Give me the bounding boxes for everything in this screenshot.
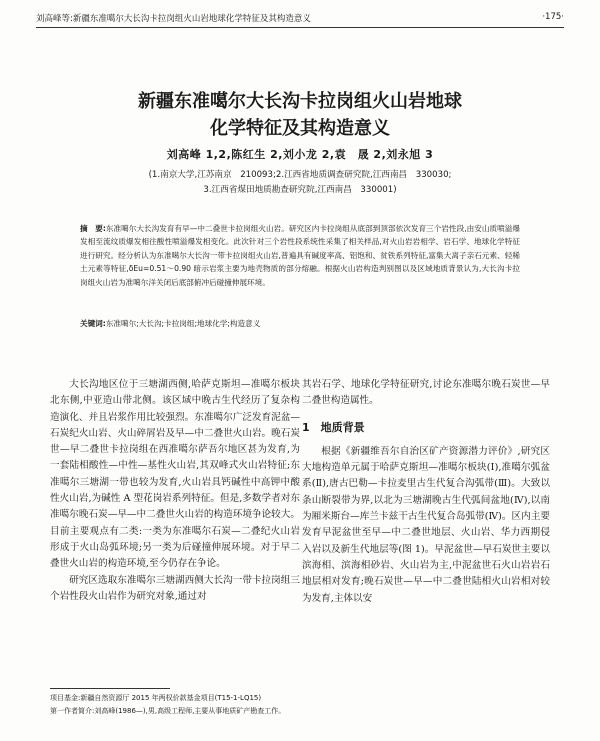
- affiliation-line-1: (1.南京大学,江苏南京 210093;2.江西省地质调查研究院,江西南昌 330030;: [148, 170, 452, 180]
- footnote-divider: [50, 688, 170, 689]
- paper-title: [0, 88, 600, 142]
- intro-paragraph-2: 研究区选取东准噶尔三塘湖西侧大长沟一带卡拉岗组三个岩性段火山岩作为研究对象,通过对: [50, 574, 300, 602]
- right-column: [302, 377, 550, 607]
- left-column: [50, 377, 300, 605]
- title-line-2: 化学特征及其构造意义: [210, 118, 390, 139]
- running-head: [36, 12, 564, 28]
- authors: 刘高峰 1,2,陈红生 2,刘小龙 2,袁 晟 2,刘永旭 3: [166, 148, 434, 161]
- abstract-text: 东准噶尔大长沟发育有早—中二叠世卡拉岗组火山岩。研究区内卡拉岗组从底部到顶部依次发育三个岩性段,由安山质喷溢爆发相至流纹质爆发相往酸性喷溢爆发相变化。此次针对三个岩性段系统性采集了相关样品,对火山岩岩相学、岩石学、地球化学特征进行研究。经分析认为东准噶尔大长沟一带卡拉岗组火山岩,普遍具有碱度率高、铝饱和、贫铁系列特征,富集大离子亲石元素、轻稀土元素等特征,δEu=0.51～0.90 暗示岩浆主要为地壳物质的部分熔融。根据火山岩构造判别图以及区域地质背景认为,大长沟卡拉岗组火山岩为准噶尔洋关闭后底部俯冲后碰撞伸展环境。: [80, 224, 520, 287]
- title-line-1: 新疆东准噶尔大长沟卡拉岗组火山岩地球: [138, 91, 462, 112]
- abstract-label: 摘 要:: [80, 224, 106, 233]
- keywords-label: 关键词:: [80, 319, 106, 328]
- intro-continuation: 其岩石学、地球化学特征研究,讨论东准噶尔晚石炭世—早二叠世构造属性。: [302, 379, 550, 407]
- intro-paragraph-1: 大长沟地区位于三塘湖西侧,哈萨克斯坦—准噶尔板块北东侧,中亚造山带北侧。该区域中晚古生代经历了复杂构造演化、并且岩浆作用比较强烈。东准噶尔广泛发育泥盆—石炭纪火山岩、火山碎屑岩及早—中二叠世火山岩。晚石炭世—早二叠世卡拉岗组在西准噶尔萨吾尔地区甚为发育,为一套陆相酸性—中性—基性火山岩,其双峰式火山岩特征;东准噶尔三塘湖一带也较为发育,火山岩具钙碱性中高钾中酸性火山岩,为碱性 A 型花岗岩系列特征。但是,多数学者对东准噶尔晚石炭—早—中二叠世火山岩的构造环境争论较大。目前主要观点有二类:一类为东准噶尔石炭—二叠纪火山岩形成于火山岛弧环境;另一类为后碰撞伸展环境。对于早二叠世火山岩的构造环境,至今仍存在争论。: [50, 379, 300, 570]
- affiliation-line-2: 3.江西省煤田地质勘查研究院,江西南昌 330001): [203, 185, 397, 195]
- keywords-text: 东准噶尔;大长沟;卡拉岗组;地球化学;构造意义: [105, 319, 261, 328]
- footnotes: [50, 692, 550, 718]
- keywords: [80, 318, 520, 329]
- abstract: [80, 222, 520, 289]
- footnote-funding: 项目基金:新疆自然资源厅 2015 年两权价款基金项目(T15-1-LQ15): [50, 694, 262, 702]
- affiliations: [70, 168, 530, 198]
- running-head-title: 刘高峰等:新疆东准噶尔大长沟卡拉岗组火山岩地球化学特征及其构造意义: [36, 14, 311, 24]
- page-number: ·175·: [542, 12, 564, 22]
- footnote-author: 第一作者简介:刘高峰(1986—),男,高级工程师,主要从事地质矿产勘查工作。: [50, 707, 286, 715]
- geology-paragraph: 根据《新疆维吾尔自治区矿产资源潜力评价》,研究区大地构造单元属于哈萨克斯坦—准噶尔板块(Ⅰ),准噶尔弧盆系(Ⅱ),唐古巴勒—卡拉麦里古生代复合沟弧带(Ⅲ)。大致以条山断裂带为界,以北为三塘湖晚古生代弧间盆地(Ⅳ),以南为厢米斯台—库兰卡兹干古生代复合岛弧带(Ⅳ)。区内主要发育早泥盆世至早—中二叠世地层、火山岩、华力西期侵入岩以及新生代地层等(图 1)。早泥盆世—早石炭世主要以滨海相、滨海相砂岩、火山岩为主,中泥盆世石火山岩岩石地层相对发育;晚石炭世—早—中二叠世陆相火山岩相对较为发育,主体以安: [302, 445, 550, 604]
- section-heading: 1 地质背景: [302, 420, 365, 434]
